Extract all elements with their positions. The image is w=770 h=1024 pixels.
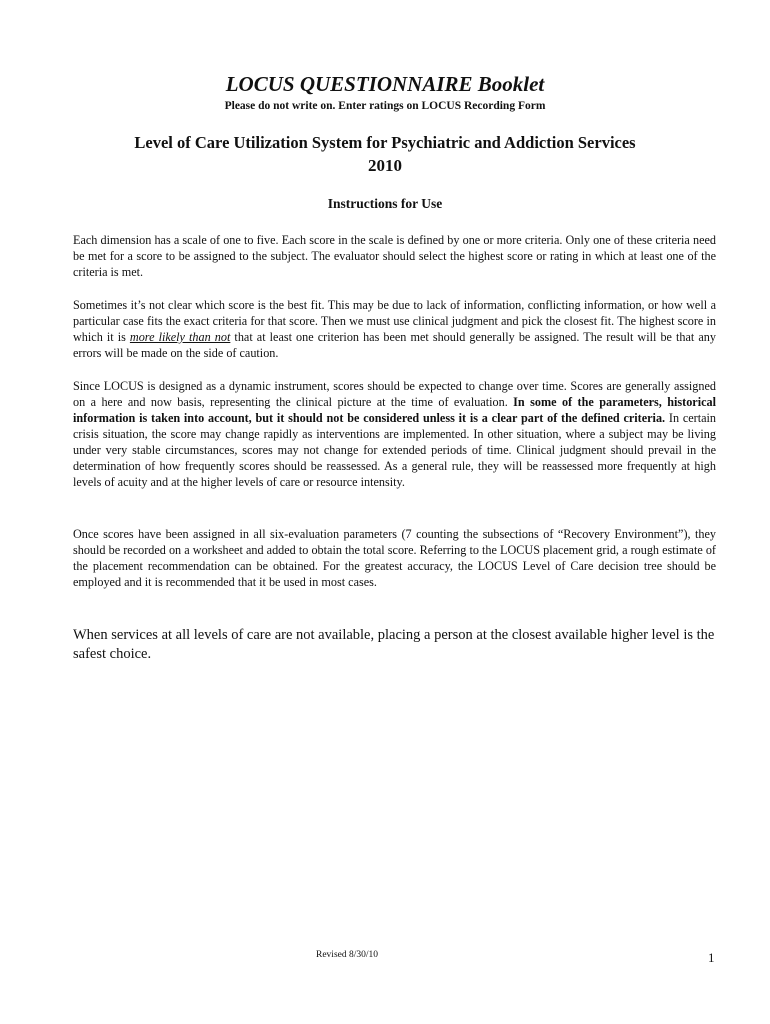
recording-instruction-note: Please do not write on. Enter ratings on LOCUS Recording Form xyxy=(224,100,546,112)
paragraph-recording-scores: Once scores have been assigned in all six-evaluation parameters (7 counting the subsections of “Recovery Environment”), they should be recorded on a worksheet and added to obtain the total score. Referring to the LOCUS placement grid, a rough estimate of the placement recommendation can be obtained. For the greatest accuracy, the LOCUS Level of Care decision tree should be employed and it is recommended that it be used in most cases. xyxy=(73,527,716,589)
system-title: Level of Care Utilization System for Psychiatric and Addiction Services xyxy=(134,133,636,152)
page-number: 1 xyxy=(708,950,715,965)
paragraph-scoring-scale: Each dimension has a scale of one to five. Each score in the scale is defined by one or more criteria. Only one of these criteria need be met for a score to be assigned to the subject. The evaluator should select the highest score or rating in which at least one of the criteria is met. xyxy=(73,233,716,279)
closing-statement: When services at all levels of care are not available, placing a person at the closest available higher level is the safest choice. xyxy=(73,627,715,662)
paragraph-best-fit-text-start: Sometimes it’s not clear which score is the best fit. This may be due to lack of information, conflicting information, or how well a particular case fits the exact criteria for that score. Then we must use clinical judgment and pick the closest fit. The highest score in which it is xyxy=(73,298,716,344)
emphasis-more-likely-than-not: more likely than not xyxy=(129,330,231,344)
paragraph-dynamic-instrument xyxy=(73,378,716,490)
edition-year: 2010 xyxy=(368,156,402,175)
emphasis-historical-information: In some of the parameters, historical information is taken into account, but it should not be considered unless it is a clear part of the defined criteria. xyxy=(73,395,716,425)
paragraph-best-fit xyxy=(73,297,716,361)
paragraph-dynamic-text-end: In certain crisis situation, the score may change rapidly as interventions are implemented. In other situation, where a subject may be living under very stable circumstances, scores may not change for extended periods of time. Clinical judgment should prevail in the determination of how frequently scores should be reassessed. As a general rule, they will be reassessed more frequently at high levels of acuity and at the higher levels of care or resource intensity. xyxy=(73,411,716,489)
document-title: LOCUS QUESTIONNAIRE Booklet xyxy=(225,72,545,96)
section-heading-instructions: Instructions for Use xyxy=(327,196,443,211)
footer-revision-date: Revised 8/30/10 xyxy=(316,950,379,960)
paragraph-best-fit-text-end: that at least one criterion has been met should generally be assigned. The result will be that any errors will be made on the side of caution. xyxy=(73,330,716,360)
paragraph-dynamic-text-start: Since LOCUS is designed as a dynamic instrument, scores should be expected to change over time. Scores are generally assigned on a here and now basis, representing the clinical picture at the time of evaluation. xyxy=(73,379,716,409)
